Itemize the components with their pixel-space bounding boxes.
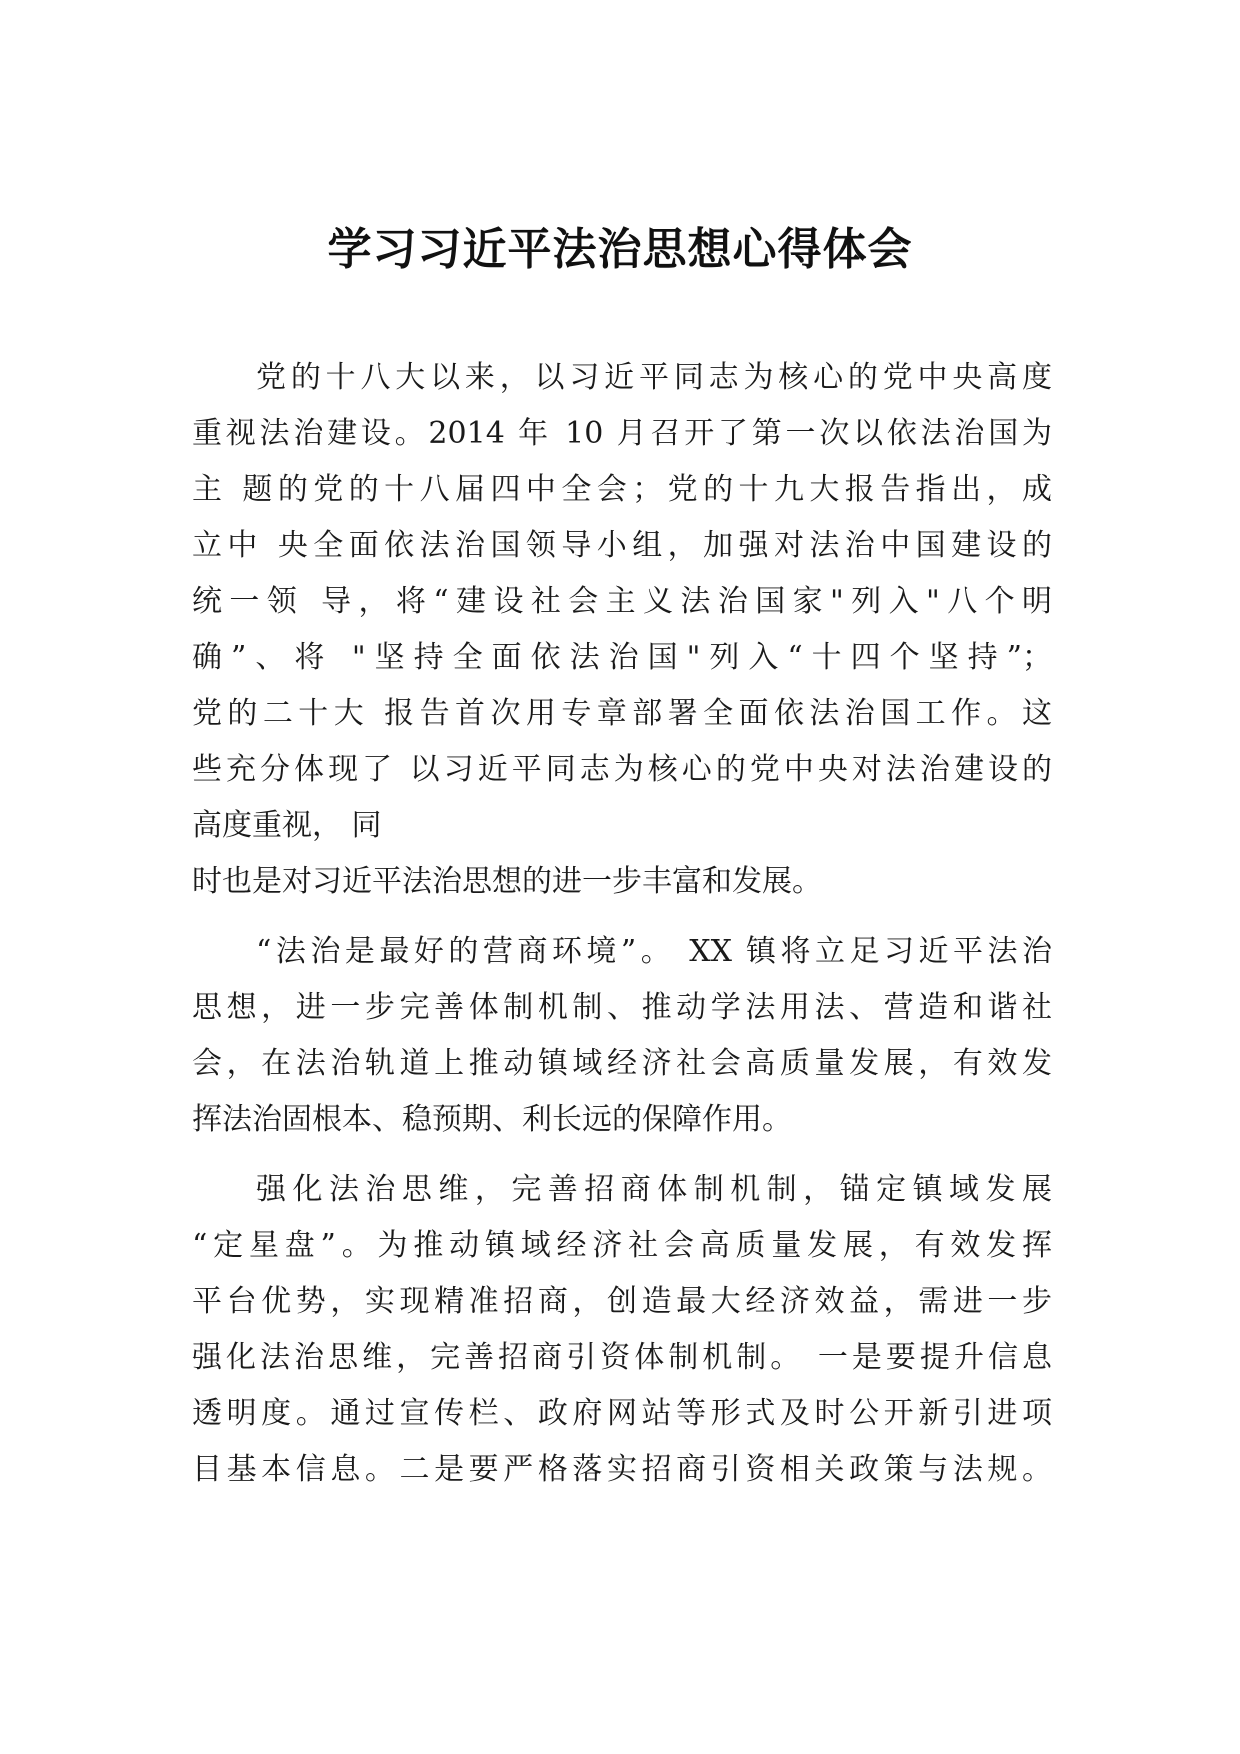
text-line: 强化法治思维，完善招商体制机制，锚定镇域发展 xyxy=(256,1172,1052,1207)
text-line: 立中 央全面依法治国领导小组，加强对法治中国建设的 xyxy=(192,528,1052,563)
text-line: 高度重视， 同 xyxy=(192,808,382,843)
text-line: 确”、将 "坚持全面依法治国"列入“十四个坚持”； xyxy=(192,640,1052,675)
text-line: 统一领 导，将“建设社会主义法治国家"列入"八个明 xyxy=(192,584,1052,619)
text-line: 主 题的党的十八届四中全会；党的十九大报告指出，成 xyxy=(192,472,1052,507)
text-line: 党的二十大 报告首次用专章部署全面依法治国工作。这 xyxy=(192,696,1052,731)
paragraph-1 xyxy=(192,350,1052,910)
text-line: 强化法治思维，完善招商引资体制机制。 一是要提升信息 xyxy=(192,1340,1052,1375)
document-title: 学习习近平法治思想心得体会 xyxy=(327,224,913,275)
text-line: 会，在法治轨道上推动镇域经济社会高质量发展，有效发 xyxy=(192,1046,1052,1081)
paragraph-2 xyxy=(192,924,1052,1148)
text-line: 重视法治建设。2014 年 10 月召开了第一次以依法治国为 xyxy=(192,416,1052,451)
text-line: “法治是最好的营商环境”。 XX 镇将立足习近平法治 xyxy=(256,934,1052,969)
paragraph-spacer xyxy=(192,910,1052,924)
text-line: 时也是对习近平法治思想的进一步丰富和发展。 xyxy=(192,864,822,899)
text-line: 平台优势，实现精准招商，创造最大经济效益，需进一步 xyxy=(192,1284,1052,1319)
document-body xyxy=(192,350,1052,1498)
paragraph-3 xyxy=(192,1162,1052,1498)
paragraph-spacer xyxy=(192,1148,1052,1162)
text-line: 目基本信息。二是要严格落实招商引资相关政策与法规。 xyxy=(192,1452,1052,1487)
text-line: “定星盘”。为推动镇域经济社会高质量发展，有效发挥 xyxy=(192,1228,1052,1263)
text-line: 挥法治固根本、稳预期、利长远的保障作用。 xyxy=(192,1102,792,1137)
text-line: 思想，进一步完善体制机制、推动学法用法、营造和谐社 xyxy=(192,990,1052,1025)
text-line: 党的十八大以来，以习近平同志为核心的党中央高度 xyxy=(256,360,1052,395)
text-line: 些充分体现了 以习近平同志为核心的党中央对法治建设的 xyxy=(192,752,1052,787)
text-line: 透明度。通过宣传栏、政府网站等形式及时公开新引进项 xyxy=(192,1396,1052,1431)
